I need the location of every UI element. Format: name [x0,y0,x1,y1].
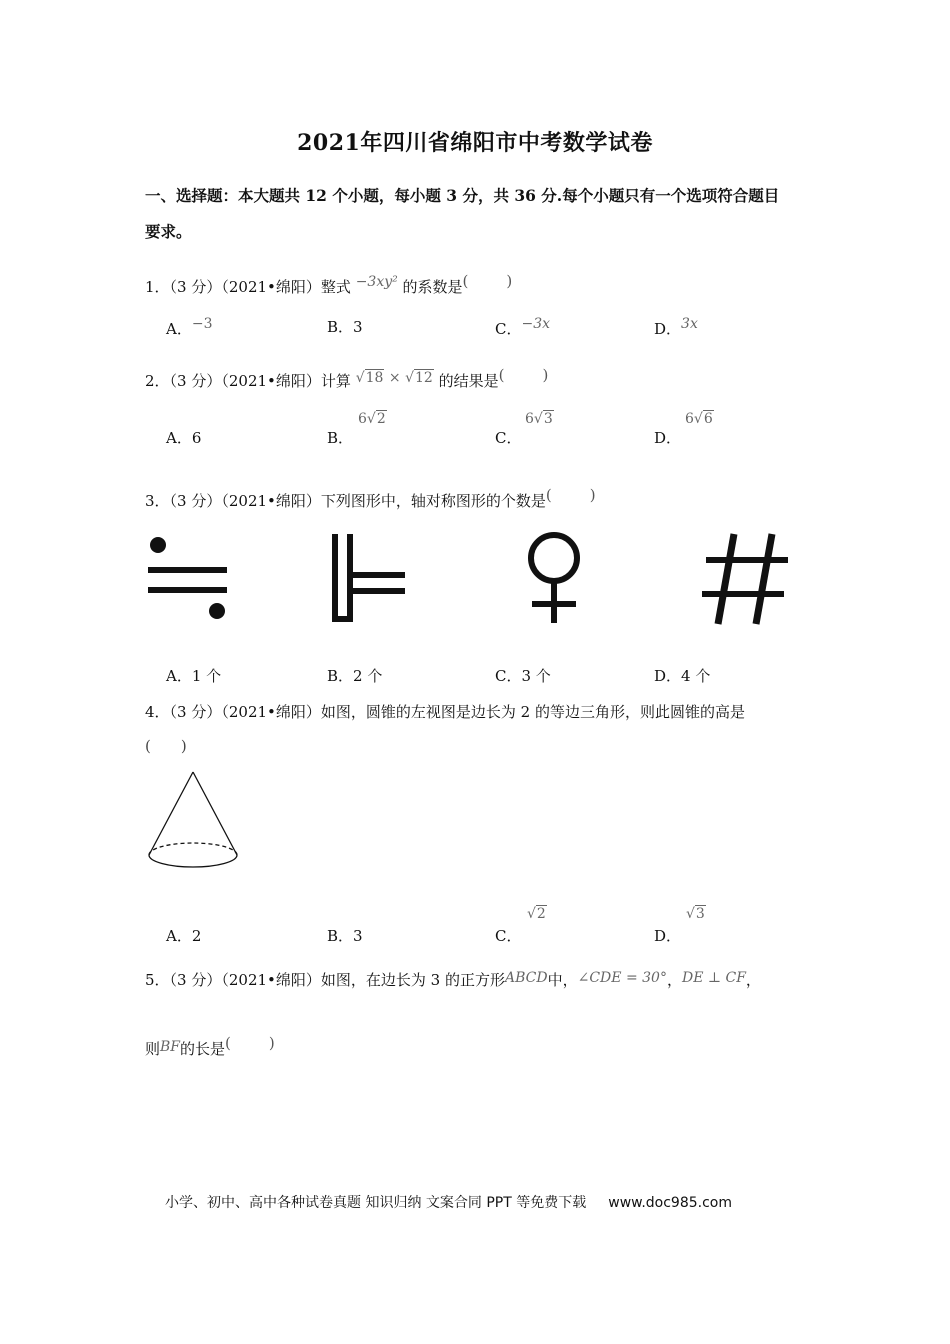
option-a: A．1 个 [166,667,222,685]
question-number: 4． [145,703,170,721]
option-a: A．2 [166,927,202,945]
question-meta: （3 分）（2021•绵阳） [169,492,321,510]
option-c: C． [495,429,522,447]
question-text: 的结果是 [438,372,499,390]
question-text: 计算 [320,372,351,390]
answer-blank: ( ) [545,486,596,504]
option-b: B． [327,429,354,447]
question-number: 5． [145,971,170,989]
question-3-stem [145,486,596,511]
option-c: C． [495,927,522,945]
option-b: B．2 个 [327,667,383,685]
question-meta: （3 分）（2021•绵阳） [169,372,321,390]
answer-blank: ( ) [498,366,549,384]
math-expression: √18 × √12 [355,370,433,386]
option-d: D． [654,927,682,945]
question-2-stem [145,366,548,391]
double-l-figure [328,532,408,624]
question-text: 的系数是 [402,278,463,296]
venus-symbol-figure [518,530,590,626]
question-number: 2． [145,372,170,390]
footer-url[interactable]: www.doc985.com [608,1195,732,1211]
question-5-stem-line2: 则BF的长是( ) [145,1034,275,1058]
option-b: B．3 [327,318,363,336]
footer-text: 小学、初中、高中各种试卷真题 知识归纳 文案合同 PPT 等免费下载 [165,1195,587,1211]
option-a: A．6 [166,429,202,447]
question-4-stem [145,701,745,722]
option-d-value: √3 [686,906,705,922]
option-c: C．−3x [495,316,551,338]
answer-blank: ( ) [225,1034,275,1052]
question-text: 如图，在边长为 3 的正方形 [320,971,505,989]
answer-blank: ( ) [462,272,513,290]
question-number: 1． [145,278,170,296]
math-expression: −3xy² [355,274,398,290]
question-meta: （3 分）（2021•绵阳） [169,703,321,721]
page-title: 2021年四川省绵阳市中考数学试卷 [297,130,653,156]
option-c: C．3 个 [495,667,551,685]
question-number: 3． [145,492,170,510]
option-d: D．4 个 [654,667,711,685]
question-text: 如图，圆锥的左视图是边长为 2 的等边三角形，则此圆锥的高是 [320,703,745,721]
question-5-stem: 5．（3 分）（2021•绵阳）如图，在边长为 3 的正方形ABCD中，∠CDE = 30°，DE ⊥ CF， [145,970,761,989]
division-sign-figure [144,532,234,624]
question-1-stem [145,272,512,297]
question-text: 整式 [320,278,351,296]
question-meta: （3 分）（2021•绵阳） [169,971,321,989]
section-header-line1: 一、选择题：本大题共 12 个小题，每小题 3 分，共 36 分.每个小题只有一个选项符合题目 [145,186,780,205]
section-header-line2: 要求。 [145,222,192,241]
question-text: 下列图形中，轴对称图形的个数是 [320,492,546,510]
hash-figure [700,530,792,626]
question-meta: （3 分）（2021•绵阳） [169,278,321,296]
option-d: D． [654,429,682,447]
option-b-value: 6√2 [358,411,386,427]
option-c-value: √2 [527,906,546,922]
option-b: B．3 [327,927,363,945]
option-c-value: 6√3 [525,411,553,427]
option-a: A．−3 [166,316,213,338]
answer-blank: ( ) [145,737,187,755]
option-d-value: 6√6 [685,411,713,427]
option-d: D．3x [654,316,698,338]
page-footer [165,1192,732,1212]
cone-figure [144,768,242,872]
